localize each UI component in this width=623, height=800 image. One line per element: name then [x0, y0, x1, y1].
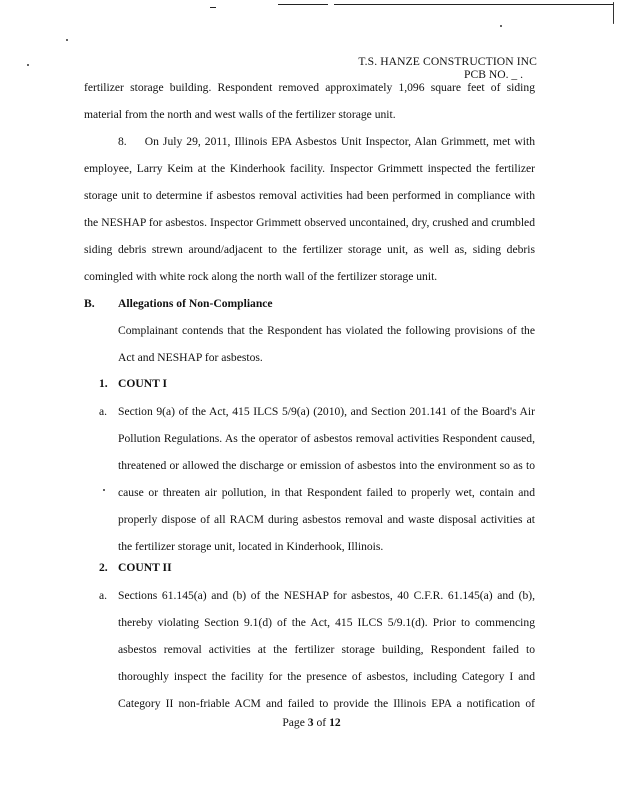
count-title: COUNT I [118, 377, 168, 390]
case-name: T.S. HANZE CONSTRUCTION INC [358, 55, 537, 68]
scan-speck [66, 39, 68, 41]
text-line: storage unit to determine if asbestos removal activities had been performed in compliance with [84, 189, 535, 203]
text-line: Act and NESHAP for asbestos. [118, 351, 263, 365]
text-line: properly dispose of all RACM during asbestos removal and waste disposal activities at [118, 513, 535, 527]
count-item [99, 398, 535, 561]
text-line: Pollution Regulations. As the operator of asbestos removal activities Respondent caused, [118, 432, 535, 446]
paragraph-continued [84, 74, 535, 128]
scan-speck [613, 2, 614, 24]
text-line: thereby violating Section 9.1(d) of the Act, 415 ILCS 5/9.1(d). Prior to commencing [118, 616, 535, 630]
text-line: the fertilizer storage unit, located in Kinderhook, Illinois. [118, 540, 384, 554]
scan-artifact-line [278, 4, 328, 5]
count-heading [99, 377, 167, 390]
text-line: Category II non-friable ACM and failed to provide the Illinois EPA a notification of [118, 697, 535, 711]
count-number: 1. [99, 377, 108, 390]
section-title: Allegations of Non-Compliance [118, 297, 273, 310]
item-marker: a. [99, 405, 108, 418]
count-item [99, 582, 535, 717]
text-line-first [84, 128, 535, 155]
pcb-number: PCB NO. _ . [464, 68, 523, 81]
scan-speck [500, 25, 502, 27]
text-line: Complainant contends that the Respondent has violated the following provisions of the [118, 324, 535, 337]
count-title: COUNT II [118, 561, 172, 574]
text-line: the NESHAP for asbestos. Inspector Grimmett observed uncontained, dry, crushed and crumbled [84, 216, 535, 230]
total-pages: 12 [329, 716, 341, 729]
text-line: comingled with white rock along the north wall of the fertilizer storage unit. [84, 270, 438, 284]
paragraph-8 [84, 128, 535, 291]
scan-artifact-line [210, 7, 216, 8]
text-line: siding debris strewn around/adjacent to the fertilizer storage unit, as well as, siding debris [84, 243, 535, 257]
text-line: On July 29, 2011, Illinois EPA Asbestos Unit Inspector, Alan Grimmett, met with [144, 135, 535, 148]
paragraph-number: 8. [118, 135, 127, 148]
text-line: Sections 61.145(a) and (b) of the NESHAP for asbestos, 40 C.F.R. 61.145(a) and (b), [118, 589, 535, 602]
of-label: of [316, 716, 327, 729]
section-letter: B. [84, 297, 95, 310]
section-intro [118, 317, 535, 371]
text-line: cause or threaten air pollution, in that Respondent failed to properly wet, contain and [118, 486, 535, 500]
scan-artifact-line [334, 4, 614, 5]
item-marker: a. [99, 589, 108, 602]
scan-speck [27, 64, 29, 66]
section-heading [84, 297, 273, 310]
text-line: material from the north and west walls of the fertilizer storage unit. [84, 108, 396, 122]
page-label: Page [282, 716, 305, 729]
text-line: thoroughly inspect the facility for the presence of asbestos, including Category I and [118, 670, 535, 684]
text-line: fertilizer storage building. Respondent removed approximately 1,096 square feet of siding [84, 81, 535, 94]
count-number: 2. [99, 561, 108, 574]
text-line: Section 9(a) of the Act, 415 ILCS 5/9(a) (2010), and Section 201.141 of the Board's Air [118, 405, 535, 418]
page-footer [0, 716, 623, 729]
page-number: 3 [307, 716, 314, 729]
text-line: threatened or allowed the discharge or emission of asbestos into the environment so as to [118, 459, 535, 473]
count-heading [99, 561, 172, 574]
text-line: employee, Larry Keim at the Kinderhook facility. Inspector Grimmett inspected the fertilizer [84, 162, 535, 176]
text-line: asbestos removal activities at the fertilizer storage building, Respondent failed to [118, 643, 535, 657]
